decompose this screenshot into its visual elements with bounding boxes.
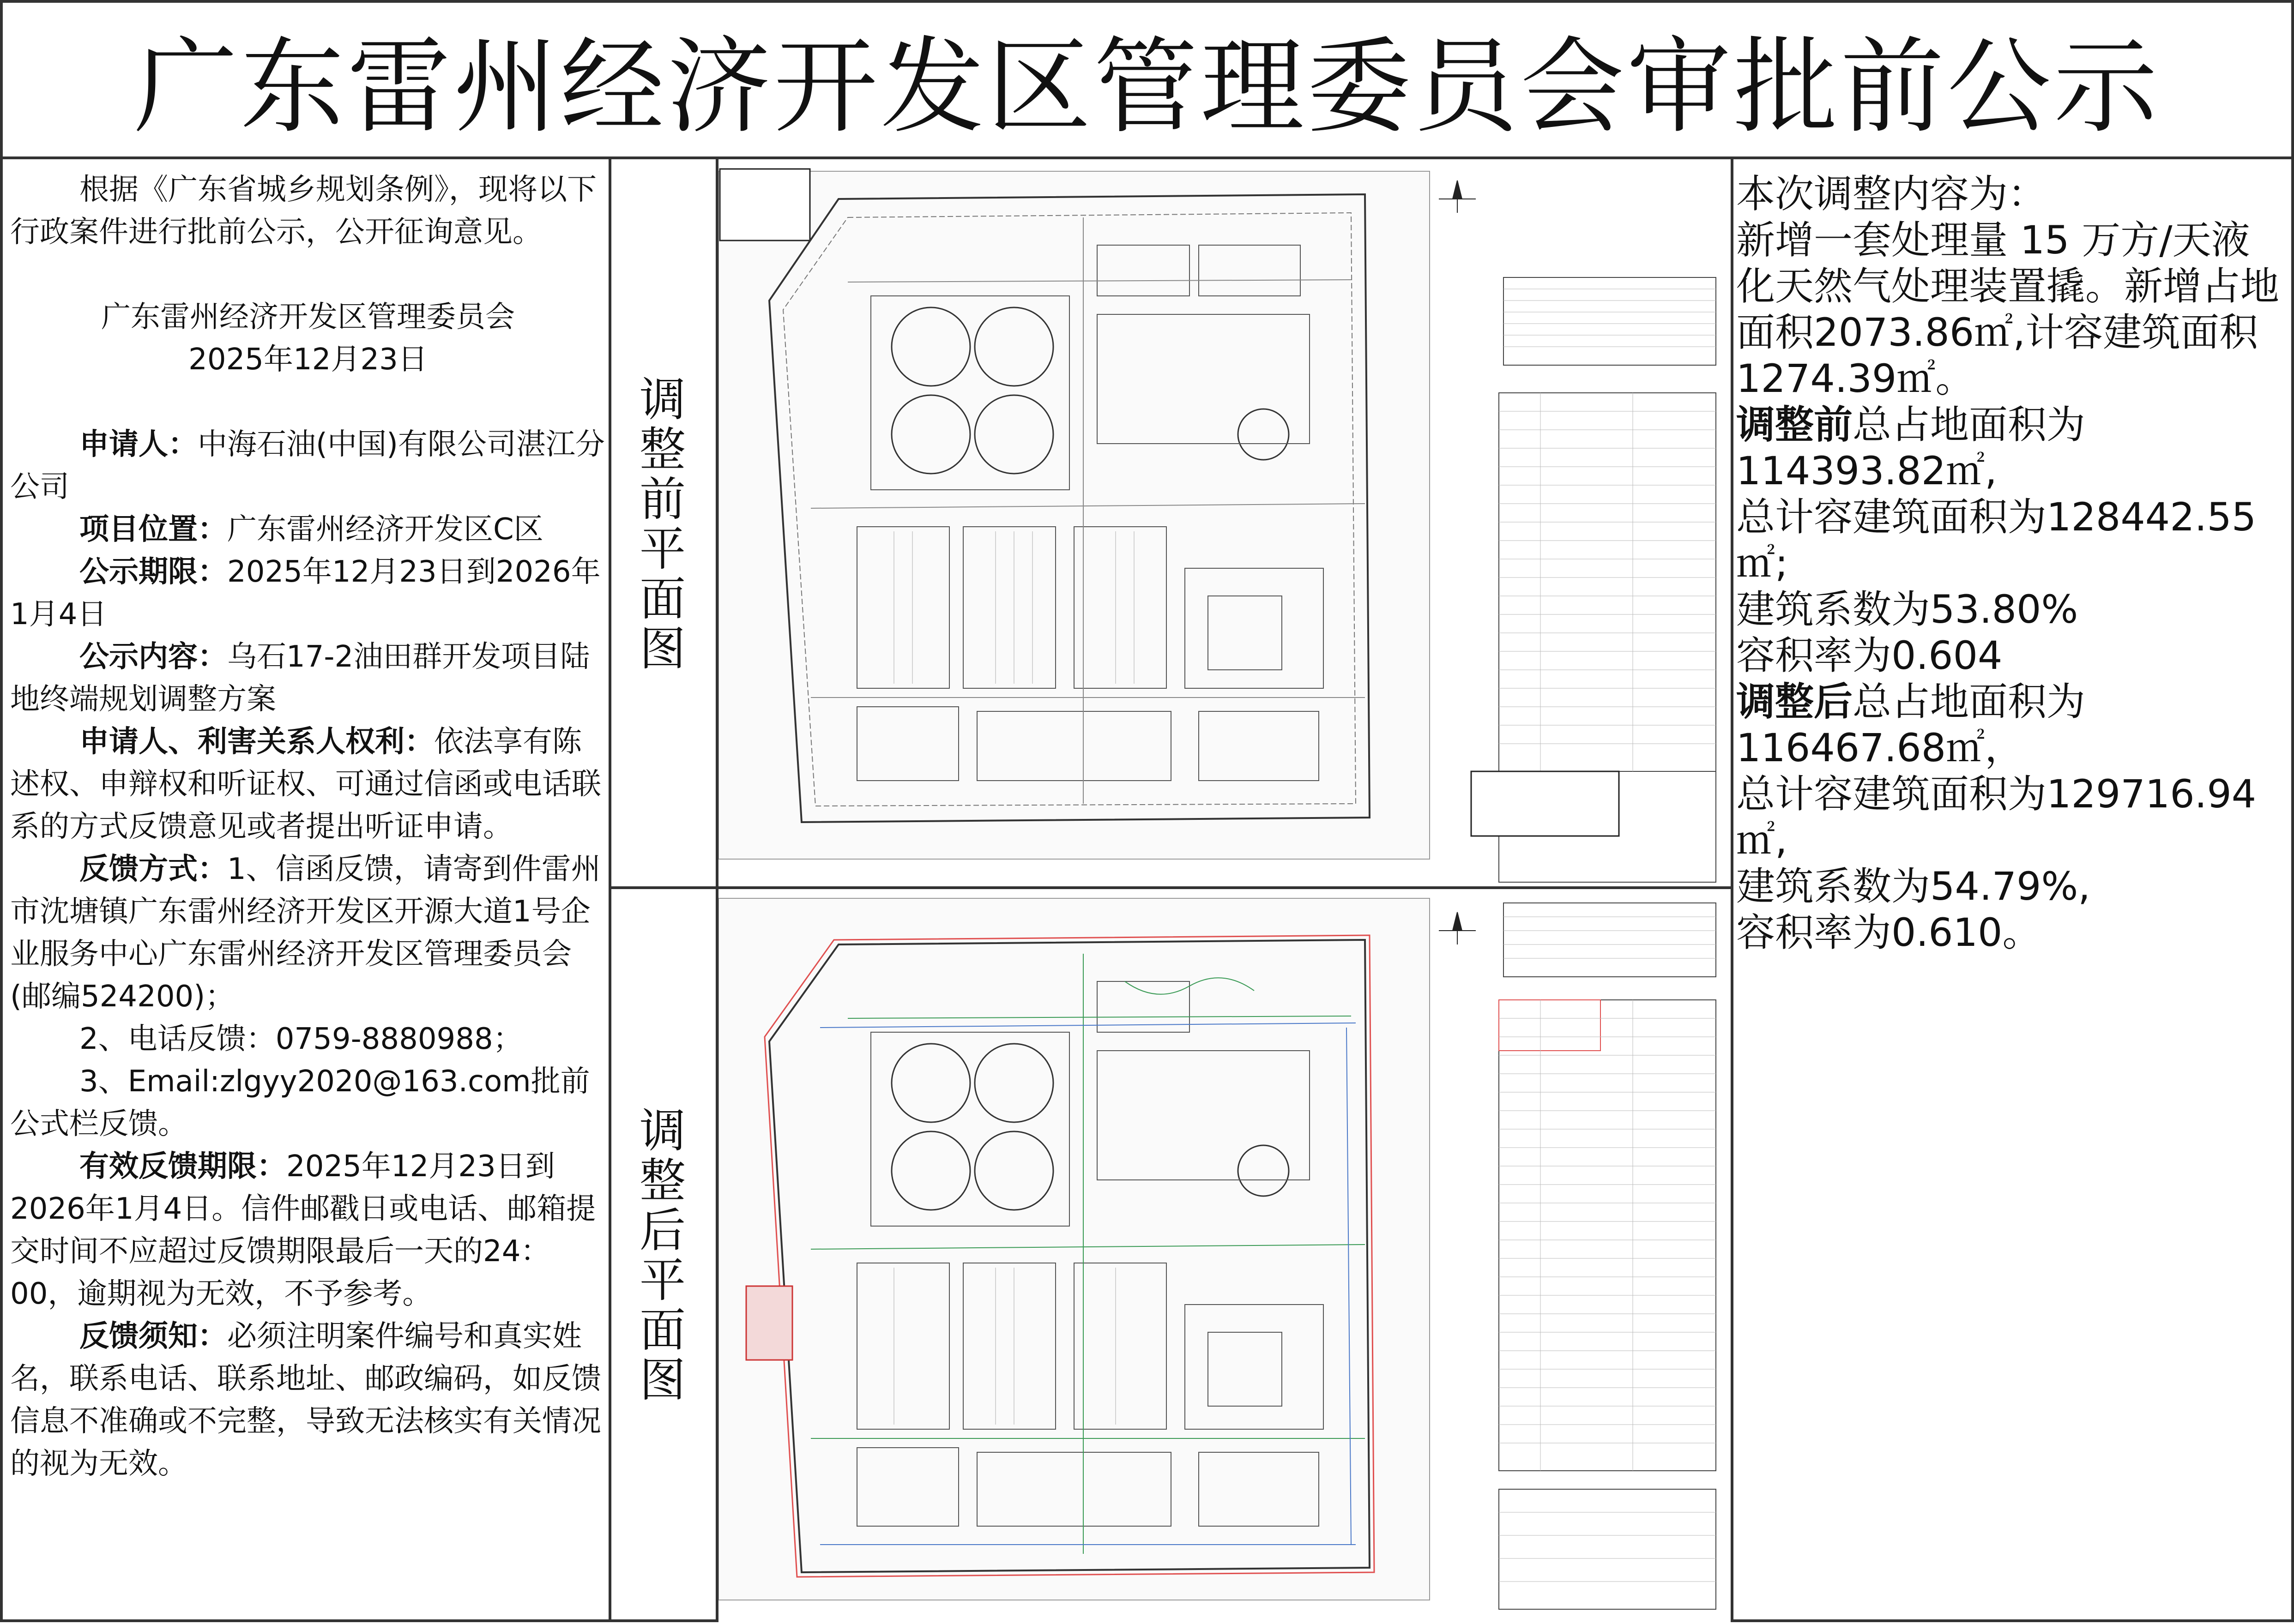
applicant-label: 申请人： (79, 427, 198, 462)
location-row (10, 508, 606, 551)
before-plan-label: 调整前平面图 (640, 372, 686, 676)
feedback-email: 3、Email:zlgyy2020@163.com批前公式栏反馈。 (10, 1065, 590, 1141)
change-description: 新增一套处理量 15 万方/天液化天然气处理装置撬。新增占地面积2073.86㎡,计容建筑面积1274.39㎡。 (1736, 217, 2280, 401)
page-title: 广东雷州经济开发区管理委员会审批前公示 (133, 27, 2161, 148)
after-site-plan (718, 889, 1731, 1622)
before-label-cell (610, 162, 716, 886)
before-label: 调整前 (1736, 402, 1853, 447)
intro-paragraph: 根据《广东省城乡规划条例》，现将以下行政案件进行批前公示，公开征询意见。 (10, 173, 597, 249)
content-value: 乌石17-2油田群开发项目陆地终端规划调整方案 (10, 640, 590, 716)
after-land-row (1736, 679, 2286, 771)
after-coverage: 建筑系数为54.79%, (1736, 864, 2090, 909)
deadline-label: 有效反馈期限： (79, 1149, 286, 1184)
notice-label: 反馈须知： (79, 1319, 227, 1353)
after-far: 容积率为0.610。 (1736, 910, 2041, 955)
period-label: 公示期限： (79, 555, 227, 589)
deadline-value: 2025年12月23日到2026年1月4日。信件邮戳日或电话、邮箱提交时间不应超过反馈期限最后一天的24：00，逾期视为无效，不予参考。 (10, 1149, 596, 1311)
after-land-value: 总占地面积为116467.68㎡， (1736, 679, 2086, 770)
issue-date: 2025年12月23日 (188, 343, 428, 377)
title-banner (0, 0, 2294, 159)
rights-label: 申请人、利害关系人权利： (79, 725, 434, 759)
deadline-row (10, 1145, 606, 1315)
before-plan-drawing (718, 162, 1731, 886)
period-value: 2025年12月23日到2026年1月4日 (10, 555, 601, 632)
before-floor-area: 总计容建筑面积为128442.55㎡; (1736, 494, 2257, 586)
issuing-org: 广东雷州经济开发区管理委员会 (101, 300, 515, 334)
redaction-box-2 (1471, 771, 1619, 836)
feedback-label: 反馈方式： (79, 852, 227, 886)
content-row (10, 636, 606, 721)
before-far: 容积率为0.604 (1736, 633, 2003, 678)
before-coverage: 建筑系数为53.80% (1736, 587, 2078, 632)
before-land-row (1736, 402, 2286, 494)
location-value: 广东雷州经济开发区C区 (227, 512, 543, 547)
after-label: 调整后 (1736, 679, 1853, 724)
feedback-mail: 1、信函反馈，请寄到件雷州市沈塘镇广东雷州经济开发区开源大道1号企业服务中心广东雷州经济开发区管理委员会(邮编524200)； (10, 852, 601, 1014)
feedback-row (10, 848, 606, 1018)
location-label: 项目位置： (79, 512, 227, 547)
before-land-value: 总占地面积为114393.82㎡, (1736, 402, 2086, 493)
new-lng-skid-area (746, 1286, 792, 1360)
content-label: 公示内容： (79, 640, 227, 674)
rights-value: 依法享有陈述权、申辩权和听证权、可通过信函或电话联系的方式反馈意见或者提出听证申请。 (10, 725, 601, 844)
after-plan-label: 调整后平面图 (640, 1104, 686, 1407)
notice-row (10, 1315, 606, 1485)
applicant-value: 中海石油(中国)有限公司湛江分公司 (10, 427, 605, 504)
notice-text (10, 168, 606, 1485)
redaction-box (720, 169, 810, 241)
period-row (10, 551, 606, 636)
notice-value: 必须注明案件编号和真实姓名，联系电话、联系地址、邮政编码，如反馈信息不准确或不完整，导致无法核实有关情况的视为无效。 (10, 1319, 601, 1481)
applicant-row (10, 423, 606, 508)
divider-right (1731, 159, 1733, 1622)
after-plan-drawing (718, 889, 1731, 1622)
before-site-plan (718, 162, 1731, 886)
after-floor-area: 总计容建筑面积为129716.94㎡, (1736, 771, 2257, 863)
feedback-phone: 2、电话反馈：0759-8880988； (79, 1022, 523, 1056)
rights-row (10, 721, 606, 848)
summary-heading: 本次调整内容为： (1736, 171, 2047, 217)
adjustment-summary (1736, 171, 2286, 956)
after-label-cell (610, 889, 716, 1622)
